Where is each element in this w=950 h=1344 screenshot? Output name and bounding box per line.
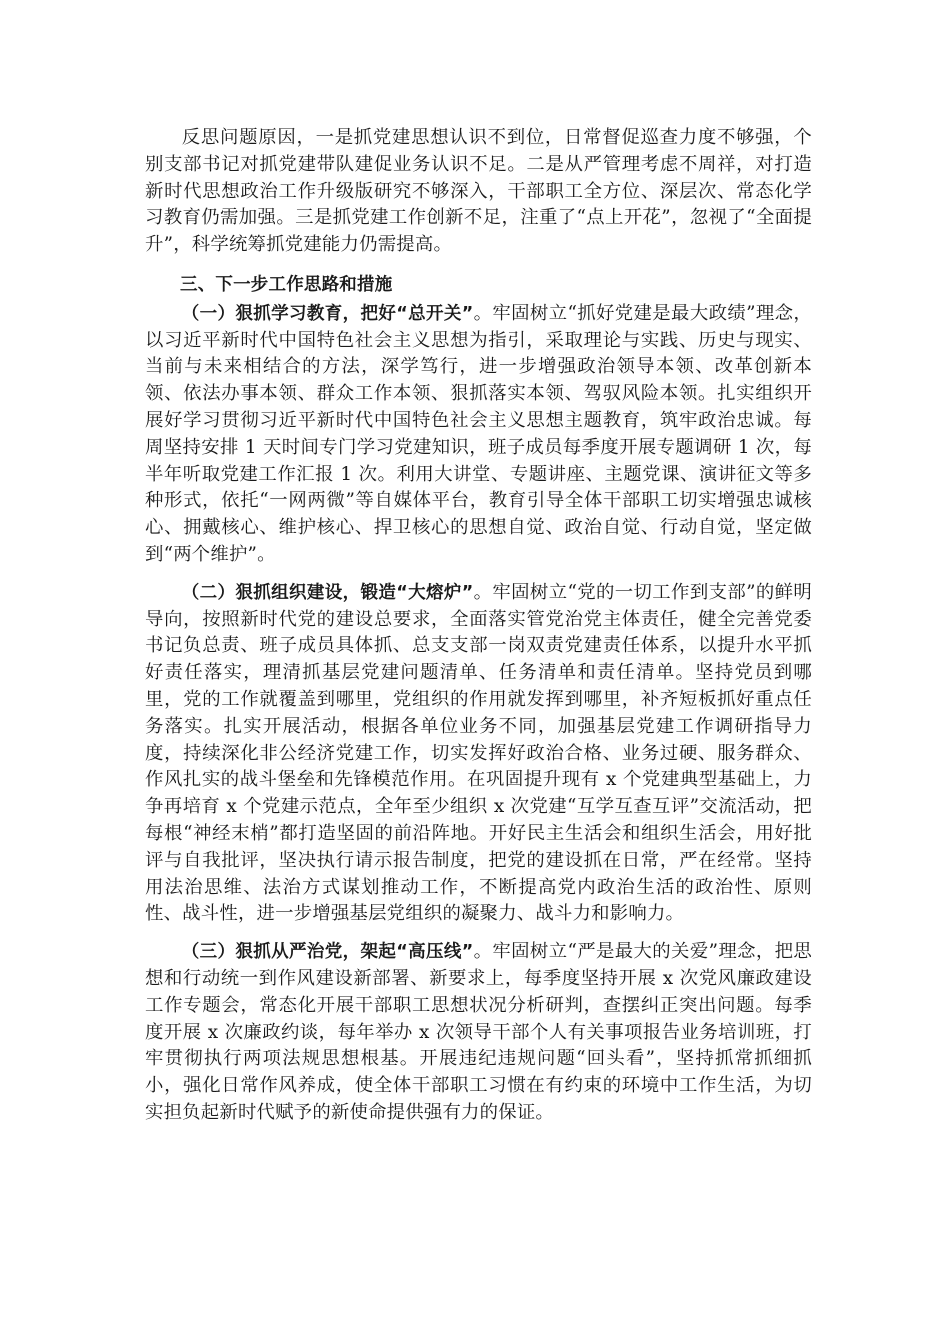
- measure-paragraph-1: [145, 301, 812, 569]
- intro-paragraph: 反思问题原因，一是抓党建思想认识不到位，日常督促巡查力度不够强，个别支部书记对抓党建带队建促业务认识不足。二是从严管理考虑不周祥，对打造新时代思想政治工作升级版研究不够深入，干部职工全方位、深层次、常态化学习教育仍需加强。三是抓党建工作创新不足，注重了“点上开花”，忽视了“全面提升”，科学统筹抓党建能力仍需提高。: [145, 127, 812, 256]
- measure-lead-3: （三）狠抓从严治党，架起“高压线”: [181, 942, 474, 963]
- measure-paragraph-2: [145, 580, 812, 928]
- measure-lead-2: （二）狠抓组织建设，锻造“大熔炉”: [181, 582, 474, 603]
- document-page: [145, 125, 812, 1127]
- measure-paragraph-3: [145, 939, 812, 1127]
- measure-body-2: 。牢固树立“党的一切工作到支部”的鲜明导向，按照新时代党的建设总要求，全面落实管党治党主体责任，健全完善党委书记负总责、班子成员具体抓、总支支部一岗双责党建责任体系，以提升水平抓好责任落实，理清抓基层党建问题清单、任务清单和责任清单。坚持党员到哪里，党的工作就覆盖到哪里，党组织的作用就发挥到哪里，补齐短板抓好重点任务落实。扎实开展活动，根据各单位业务不同，加强基层党建工作调研指导力度，持续深化非公经济党建工作，切实发挥好政治合格、业务过硬、服务群众、作风扎实的战斗堡垒和先锋模范作用。在巩固提升现有 x 个党建典型基础上，力争再培育 x 个党建示范点，全年至少组织 x 次党建“互学互查互评”交流活动，把每根“神经末梢”都打造坚固的前沿阵地。开好民主生活会和组织生活会，用好批评与自我批评，坚决执行请示报告制度，把党的建设抓在日常，严在经常。坚持用法治思维、法治方式谋划推动工作，不断提高党内政治生活的政治性、原则性、战斗性，进一步增强基层党组织的凝聚力、战斗力和影响力。: [145, 581, 812, 925]
- measure-lead-1: （一）狠抓学习教育，把好“总开关”: [181, 303, 474, 324]
- measure-body-1: 。牢固树立“抓好党建是最大政绩”理念，以习近平新时代中国特色社会主义思想为指引，采取理论与实践、历史与现实、当前与未来相结合的方法，深学笃行，进一步增强政治领导本领、改革创新本领、依法办事本领、群众工作本领、狠抓落实本领、驾驭风险本领。扎实组织开展好学习贯彻习近平新时代中国特色社会主义思想主题教育，筑牢政治忠诚。每周坚持安排 1 天时间专门学习党建知识，班子成员每季度开展专题调研 1 次，每半年听取党建工作汇报 1 次。利用大讲堂、专题讲座、主题党课、演讲征文等多种形式，依托“一网两微”等自媒体平台，教育引导全体干部职工切实增强忠诚核心、拥戴核心、维护核心、捍卫核心的思想自觉、政治自觉、行动自觉，坚定做到“两个维护”。: [145, 302, 812, 565]
- section-heading: 三、下一步工作思路和措施: [180, 274, 393, 295]
- measure-body-3: 。牢固树立“严是最大的关爱”理念，把思想和行动统一到作风建设新部署、新要求上，每季度坚持开展 x 次党风廉政建设工作专题会，常态化开展干部职工思想状况分析研判，查摆纠正突出问题。每季度开展 x 次廉政约谈，每年举办 x 次领导干部个人有关事项报告业务培训班，打牢贯彻执行两项法规思想根基。开展违纪违规问题“回头看”，坚持抓常抓细抓小，强化日常作风养成，使全体干部职工习惯在有约束的环境中工作生活，为切实担负起新时代赋予的新使命提供强有力的保证。: [145, 941, 812, 1123]
